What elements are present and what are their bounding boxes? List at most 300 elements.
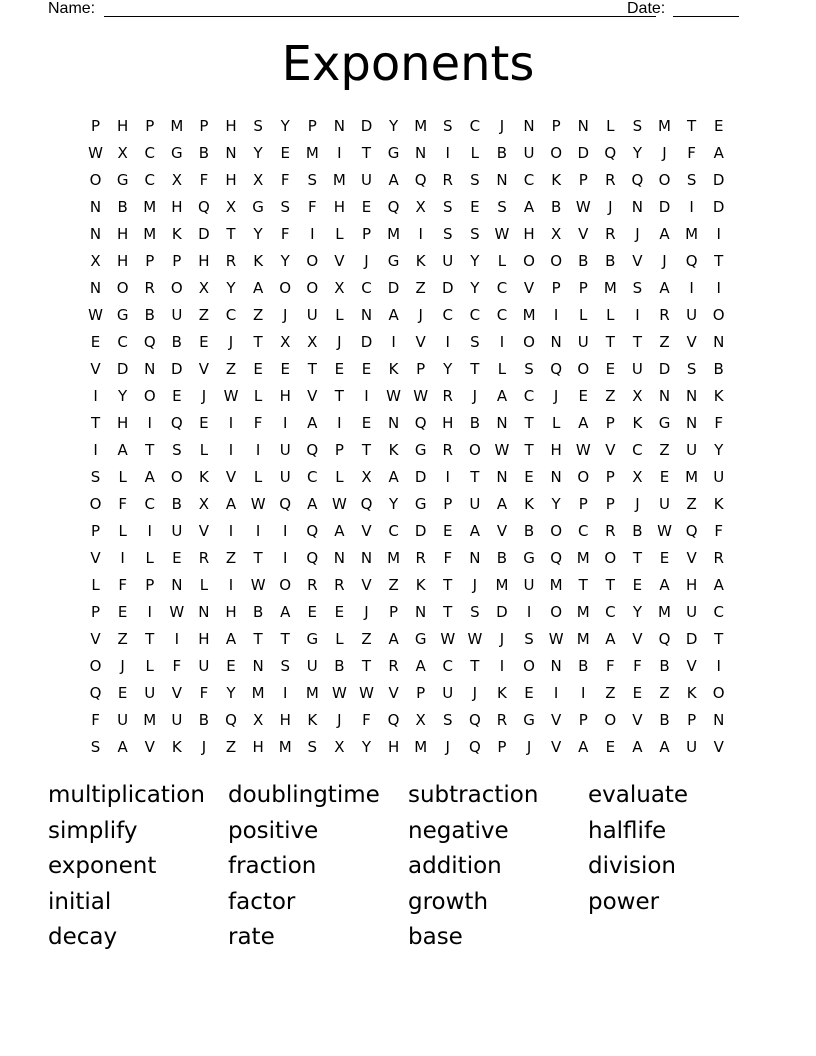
grid-letter[interactable]: I — [445, 143, 450, 162]
grid-letter[interactable]: W — [494, 224, 510, 243]
grid-letter[interactable]: W — [331, 683, 347, 702]
grid-letter[interactable]: Q — [414, 413, 427, 432]
grid-letter[interactable]: D — [441, 278, 454, 297]
grid-letter[interactable]: I — [228, 413, 234, 432]
grid-letter[interactable]: G — [387, 143, 400, 162]
grid-letter[interactable]: I — [526, 602, 532, 621]
grid-letter[interactable]: O — [550, 251, 563, 270]
grid-letter[interactable]: B — [469, 413, 480, 432]
grid-letter[interactable]: G — [171, 143, 183, 162]
grid-letter[interactable]: I — [147, 521, 152, 540]
grid-letter[interactable]: A — [144, 467, 155, 486]
grid-letter[interactable]: R — [496, 710, 508, 729]
grid-letter[interactable]: K — [713, 386, 724, 405]
grid-letter[interactable]: X — [280, 332, 291, 351]
grid-letter[interactable]: C — [523, 170, 535, 189]
grid-letter[interactable]: X — [632, 386, 643, 405]
grid-letter[interactable]: I — [499, 332, 505, 351]
grid-letter[interactable]: U — [686, 440, 698, 459]
grid-letter[interactable]: E — [90, 332, 101, 351]
grid-letter[interactable]: N — [333, 548, 345, 567]
grid-letter[interactable]: Q — [387, 197, 400, 216]
grid-letter[interactable]: Y — [470, 278, 480, 297]
grid-letter[interactable]: I — [553, 305, 559, 324]
grid-letter[interactable]: N — [89, 224, 102, 243]
grid-letter[interactable]: I — [445, 332, 450, 351]
grid-letter[interactable]: S — [470, 332, 480, 351]
grid-letter[interactable]: B — [659, 710, 670, 729]
grid-letter[interactable]: Z — [659, 683, 670, 702]
grid-letter[interactable]: B — [523, 521, 535, 540]
grid-letter[interactable]: J — [201, 737, 207, 756]
grid-letter[interactable]: C — [713, 602, 724, 621]
grid-letter[interactable]: F — [280, 170, 290, 189]
grid-letter[interactable]: F — [280, 224, 290, 243]
grid-letter[interactable]: P — [687, 710, 697, 729]
grid-letter[interactable]: A — [523, 197, 535, 216]
grid-letter[interactable]: N — [89, 278, 102, 297]
grid-letter[interactable]: U — [686, 737, 698, 756]
grid-letter[interactable]: I — [228, 521, 234, 540]
grid-letter[interactable]: K — [199, 467, 209, 486]
grid-letter[interactable]: J — [364, 251, 369, 270]
grid-letter[interactable]: C — [632, 440, 643, 459]
grid-letter[interactable]: A — [713, 143, 724, 162]
grid-letter[interactable]: X — [198, 494, 210, 513]
grid-letter[interactable]: J — [553, 386, 559, 405]
grid-letter[interactable]: Y — [632, 143, 642, 162]
grid-letter[interactable]: G — [414, 494, 427, 513]
grid-letter[interactable]: I — [228, 440, 234, 459]
grid-letter[interactable]: Q — [225, 710, 237, 729]
grid-letter[interactable]: T — [632, 332, 642, 351]
grid-letter[interactable]: G — [306, 629, 319, 648]
grid-letter[interactable]: G — [523, 710, 535, 729]
grid-letter[interactable]: S — [90, 737, 101, 756]
grid-letter[interactable]: D — [360, 116, 373, 135]
grid-letter[interactable]: U — [144, 683, 156, 702]
grid-letter[interactable]: F — [633, 656, 642, 675]
grid-letter[interactable]: X — [198, 278, 210, 297]
grid-letter[interactable]: C — [442, 656, 453, 675]
grid-letter[interactable]: E — [632, 683, 643, 702]
grid-letter[interactable]: F — [606, 656, 615, 675]
grid-letter[interactable]: Z — [659, 440, 670, 459]
grid-letter[interactable]: U — [631, 359, 643, 378]
grid-letter[interactable]: A — [307, 413, 318, 432]
grid-letter[interactable]: E — [334, 602, 345, 621]
grid-letter[interactable]: U — [171, 521, 183, 540]
grid-letter[interactable]: N — [496, 413, 508, 432]
grid-letter[interactable]: Z — [659, 332, 670, 351]
grid-letter[interactable]: P — [91, 521, 101, 540]
grid-letter[interactable]: U — [713, 467, 725, 486]
grid-letter[interactable]: L — [91, 575, 100, 594]
grid-letter[interactable]: J — [499, 629, 505, 648]
grid-letter[interactable]: D — [712, 197, 725, 216]
grid-letter[interactable]: H — [117, 224, 129, 243]
grid-letter[interactable]: W — [467, 629, 483, 648]
grid-letter[interactable]: B — [171, 494, 182, 513]
grid-letter[interactable]: K — [171, 224, 182, 243]
grid-letter[interactable]: I — [147, 413, 152, 432]
grid-letter[interactable]: O — [116, 278, 129, 297]
grid-letter[interactable]: A — [659, 278, 670, 297]
grid-letter[interactable]: Q — [89, 683, 102, 702]
grid-letter[interactable]: A — [252, 278, 264, 297]
grid-letter[interactable]: H — [442, 413, 454, 432]
grid-letter[interactable]: L — [199, 440, 209, 459]
grid-letter[interactable]: J — [418, 305, 423, 324]
grid-letter[interactable]: T — [361, 143, 372, 162]
grid-letter[interactable]: H — [523, 224, 535, 243]
grid-letter[interactable]: C — [523, 386, 535, 405]
grid-letter[interactable]: P — [497, 737, 507, 756]
grid-letter[interactable]: S — [470, 170, 480, 189]
grid-letter[interactable]: H — [387, 737, 400, 756]
grid-letter[interactable]: V — [307, 386, 318, 405]
grid-letter[interactable]: W — [548, 629, 564, 648]
grid-letter[interactable]: Z — [361, 629, 372, 648]
grid-letter[interactable]: Q — [685, 521, 698, 540]
grid-letter[interactable]: F — [118, 575, 127, 594]
grid-letter[interactable]: O — [712, 305, 725, 324]
grid-letter[interactable]: R — [442, 386, 453, 405]
grid-letter[interactable]: P — [416, 683, 426, 702]
grid-letter[interactable]: U — [523, 575, 535, 594]
grid-letter[interactable]: I — [689, 278, 694, 297]
grid-letter[interactable]: S — [280, 197, 290, 216]
grid-letter[interactable]: D — [171, 359, 183, 378]
grid-letter[interactable]: J — [228, 332, 234, 351]
grid-letter[interactable]: L — [145, 548, 154, 567]
grid-letter[interactable]: L — [253, 386, 263, 405]
grid-letter[interactable]: Q — [143, 332, 156, 351]
grid-letter[interactable]: B — [550, 197, 562, 216]
grid-letter[interactable]: J — [472, 575, 478, 594]
grid-letter[interactable]: S — [307, 737, 318, 756]
grid-letter[interactable]: X — [307, 332, 318, 351]
grid-letter[interactable]: X — [90, 251, 101, 270]
grid-letter[interactable]: D — [414, 467, 427, 486]
grid-letter[interactable]: L — [497, 251, 507, 270]
grid-letter[interactable]: U — [360, 170, 372, 189]
grid-letter[interactable]: Q — [468, 710, 481, 729]
grid-letter[interactable]: T — [307, 359, 317, 378]
grid-letter[interactable]: R — [605, 224, 616, 243]
grid-letter[interactable]: K — [686, 683, 697, 702]
grid-letter[interactable]: E — [605, 737, 616, 756]
grid-letter[interactable]: B — [659, 656, 670, 675]
grid-letter[interactable]: L — [118, 467, 127, 486]
grid-letter[interactable]: M — [387, 224, 401, 243]
grid-letter[interactable]: S — [443, 224, 453, 243]
grid-letter[interactable]: U — [279, 440, 291, 459]
grid-letter[interactable]: N — [550, 332, 562, 351]
grid-letter[interactable]: B — [713, 359, 724, 378]
grid-letter[interactable]: F — [714, 521, 724, 540]
grid-letter[interactable]: U — [171, 710, 183, 729]
grid-letter[interactable]: H — [252, 737, 264, 756]
grid-letter[interactable]: T — [253, 629, 263, 648]
grid-letter[interactable]: N — [415, 143, 427, 162]
grid-letter[interactable]: L — [253, 467, 263, 486]
grid-letter[interactable]: R — [713, 548, 724, 567]
grid-letter[interactable]: Z — [686, 494, 697, 513]
grid-letter[interactable]: D — [577, 143, 590, 162]
grid-letter[interactable]: W — [575, 197, 591, 216]
grid-letter[interactable]: A — [388, 629, 399, 648]
grid-letter[interactable]: E — [361, 413, 372, 432]
grid-letter[interactable]: T — [334, 386, 344, 405]
grid-letter[interactable]: A — [496, 494, 508, 513]
grid-letter[interactable]: V — [198, 521, 210, 540]
grid-letter[interactable]: X — [252, 170, 264, 189]
grid-letter[interactable]: H — [225, 170, 237, 189]
grid-letter[interactable]: J — [337, 332, 342, 351]
grid-letter[interactable]: K — [253, 251, 264, 270]
grid-letter[interactable]: O — [523, 332, 535, 351]
grid-letter[interactable]: N — [225, 143, 237, 162]
grid-letter[interactable]: A — [469, 521, 480, 540]
grid-letter[interactable]: M — [522, 305, 536, 324]
grid-letter[interactable]: X — [334, 737, 345, 756]
grid-letter[interactable]: P — [145, 575, 155, 594]
grid-letter[interactable]: N — [550, 467, 562, 486]
grid-letter[interactable]: I — [310, 224, 315, 243]
grid-letter[interactable]: H — [279, 710, 291, 729]
grid-letter[interactable]: I — [418, 224, 423, 243]
grid-letter[interactable]: C — [144, 494, 155, 513]
grid-letter[interactable]: W — [413, 386, 429, 405]
grid-letter[interactable]: F — [91, 710, 100, 729]
grid-letter[interactable]: J — [120, 656, 125, 675]
grid-letter[interactable]: T — [687, 116, 697, 135]
grid-letter[interactable]: C — [442, 305, 453, 324]
grid-letter[interactable]: U — [686, 305, 698, 324]
grid-letter[interactable]: M — [658, 602, 671, 621]
grid-letter[interactable]: M — [576, 548, 590, 567]
grid-letter[interactable]: P — [199, 116, 209, 135]
grid-letter[interactable]: N — [713, 710, 725, 729]
grid-letter[interactable]: W — [386, 386, 401, 405]
grid-letter[interactable]: N — [252, 656, 264, 675]
grid-letter[interactable]: J — [445, 737, 450, 756]
grid-letter[interactable]: P — [416, 359, 426, 378]
grid-letter[interactable]: E — [172, 548, 182, 567]
grid-letter[interactable]: B — [605, 251, 616, 270]
grid-letter[interactable]: Q — [604, 143, 617, 162]
grid-letter[interactable]: P — [578, 494, 588, 513]
grid-letter[interactable]: J — [608, 197, 613, 216]
grid-letter[interactable]: S — [443, 116, 453, 135]
grid-letter[interactable]: R — [198, 548, 210, 567]
grid-letter[interactable]: X — [415, 197, 426, 216]
grid-letter[interactable]: S — [443, 197, 453, 216]
grid-letter[interactable]: J — [662, 143, 667, 162]
grid-letter[interactable]: U — [279, 467, 291, 486]
grid-letter[interactable]: R — [442, 440, 453, 459]
grid-letter[interactable]: Q — [658, 629, 671, 648]
grid-letter[interactable]: O — [89, 170, 102, 189]
grid-letter[interactable]: U — [442, 683, 454, 702]
grid-letter[interactable]: A — [605, 629, 616, 648]
grid-letter[interactable]: U — [686, 602, 698, 621]
grid-letter[interactable]: J — [282, 305, 288, 324]
grid-letter[interactable]: G — [523, 548, 535, 567]
grid-letter[interactable]: D — [116, 359, 129, 378]
grid-letter[interactable]: T — [605, 575, 615, 594]
grid-letter[interactable]: E — [632, 575, 643, 594]
grid-letter[interactable]: R — [334, 575, 345, 594]
grid-letter[interactable]: V — [632, 629, 643, 648]
grid-letter[interactable]: W — [359, 683, 374, 702]
grid-letter[interactable]: I — [282, 521, 288, 540]
grid-letter[interactable]: H — [117, 413, 129, 432]
grid-letter[interactable]: S — [686, 359, 697, 378]
grid-letter[interactable]: D — [658, 197, 671, 216]
grid-letter[interactable]: E — [199, 413, 209, 432]
grid-letter[interactable]: X — [171, 170, 182, 189]
grid-letter[interactable]: E — [334, 359, 345, 378]
grid-letter[interactable]: A — [117, 737, 128, 756]
grid-letter[interactable]: B — [252, 602, 264, 621]
grid-letter[interactable]: E — [226, 656, 236, 675]
grid-letter[interactable]: C — [605, 602, 616, 621]
grid-letter[interactable]: V — [361, 575, 372, 594]
grid-letter[interactable]: U — [198, 656, 210, 675]
grid-letter[interactable]: P — [578, 170, 588, 189]
grid-letter[interactable]: N — [496, 170, 508, 189]
grid-letter[interactable]: T — [524, 440, 534, 459]
grid-letter[interactable]: N — [685, 413, 698, 432]
grid-letter[interactable]: T — [578, 575, 588, 594]
grid-letter[interactable]: E — [443, 521, 453, 540]
grid-letter[interactable]: H — [685, 575, 698, 594]
grid-letter[interactable]: J — [662, 251, 667, 270]
grid-letter[interactable]: T — [145, 629, 155, 648]
grid-letter[interactable]: A — [659, 224, 670, 243]
grid-letter[interactable]: Q — [414, 170, 427, 189]
grid-letter[interactable]: H — [550, 440, 562, 459]
grid-letter[interactable]: B — [632, 521, 643, 540]
grid-letter[interactable]: G — [414, 629, 427, 648]
grid-letter[interactable]: M — [305, 683, 319, 702]
grid-letter[interactable]: J — [472, 386, 478, 405]
grid-letter[interactable]: K — [307, 710, 318, 729]
grid-letter[interactable]: V — [388, 683, 399, 702]
grid-letter[interactable]: J — [337, 710, 342, 729]
grid-letter[interactable]: X — [551, 224, 562, 243]
grid-letter[interactable]: V — [171, 683, 182, 702]
grid-letter[interactable]: O — [279, 278, 292, 297]
grid-letter[interactable]: P — [605, 467, 615, 486]
grid-letter[interactable]: L — [335, 224, 344, 243]
grid-letter[interactable]: Z — [388, 575, 399, 594]
grid-letter[interactable]: I — [689, 197, 694, 216]
grid-letter[interactable]: Y — [253, 224, 263, 243]
grid-letter[interactable]: O — [306, 251, 319, 270]
grid-letter[interactable]: I — [282, 413, 288, 432]
grid-letter[interactable]: E — [280, 143, 290, 162]
grid-letter[interactable]: Z — [225, 737, 237, 756]
grid-letter[interactable]: B — [198, 143, 210, 162]
grid-letter[interactable]: U — [577, 332, 589, 351]
grid-letter[interactable]: A — [388, 305, 399, 324]
grid-letter[interactable]: N — [360, 305, 373, 324]
grid-letter[interactable]: L — [335, 305, 344, 324]
grid-letter[interactable]: Y — [388, 494, 399, 513]
grid-letter[interactable]: O — [550, 602, 563, 621]
grid-letter[interactable]: H — [198, 251, 210, 270]
grid-letter[interactable]: O — [170, 278, 183, 297]
grid-letter[interactable]: I — [364, 386, 369, 405]
grid-letter[interactable]: K — [713, 494, 724, 513]
grid-letter[interactable]: P — [551, 116, 561, 135]
grid-letter[interactable]: X — [361, 467, 372, 486]
grid-letter[interactable]: E — [280, 359, 290, 378]
grid-letter[interactable]: V — [686, 332, 697, 351]
grid-letter[interactable]: M — [251, 683, 265, 702]
grid-letter[interactable]: C — [225, 305, 237, 324]
grid-letter[interactable]: P — [578, 278, 588, 297]
grid-letter[interactable]: B — [334, 656, 345, 675]
grid-letter[interactable]: V — [632, 710, 643, 729]
grid-letter[interactable]: W — [575, 440, 591, 459]
grid-letter[interactable]: P — [91, 602, 101, 621]
grid-letter[interactable]: W — [440, 629, 456, 648]
grid-letter[interactable]: E — [199, 332, 209, 351]
grid-letter[interactable]: S — [307, 170, 318, 189]
grid-letter[interactable]: T — [253, 548, 263, 567]
grid-letter[interactable]: O — [523, 656, 535, 675]
grid-letter[interactable]: M — [658, 116, 671, 135]
grid-letter[interactable]: S — [280, 656, 290, 675]
grid-letter[interactable]: I — [716, 278, 721, 297]
grid-letter[interactable]: A — [578, 737, 589, 756]
grid-letter[interactable]: J — [364, 602, 369, 621]
grid-letter[interactable]: O — [143, 386, 156, 405]
grid-letter[interactable]: L — [145, 656, 154, 675]
grid-letter[interactable]: U — [306, 305, 318, 324]
grid-letter[interactable]: F — [118, 494, 127, 513]
grid-letter[interactable]: M — [414, 116, 428, 135]
grid-letter[interactable]: T — [443, 602, 453, 621]
grid-letter[interactable]: F — [199, 683, 209, 702]
grid-letter[interactable]: A — [659, 737, 670, 756]
grid-letter[interactable]: E — [713, 116, 724, 135]
grid-letter[interactable]: F — [362, 710, 371, 729]
grid-letter[interactable]: Q — [685, 251, 698, 270]
grid-letter[interactable]: T — [605, 332, 615, 351]
grid-letter[interactable]: T — [470, 359, 480, 378]
grid-letter[interactable]: S — [470, 224, 480, 243]
grid-letter[interactable]: M — [143, 224, 157, 243]
grid-letter[interactable]: J — [472, 683, 478, 702]
grid-letter[interactable]: Y — [118, 386, 128, 405]
grid-letter[interactable]: O — [468, 440, 481, 459]
grid-letter[interactable]: V — [523, 278, 535, 297]
grid-letter[interactable]: E — [470, 197, 480, 216]
grid-letter[interactable]: N — [415, 602, 427, 621]
grid-letter[interactable]: W — [88, 305, 103, 324]
grid-letter[interactable]: Z — [225, 359, 237, 378]
grid-letter[interactable]: I — [581, 683, 586, 702]
grid-letter[interactable]: X — [632, 467, 643, 486]
grid-letter[interactable]: Y — [361, 737, 372, 756]
grid-letter[interactable]: U — [659, 494, 670, 513]
grid-letter[interactable]: O — [279, 575, 292, 594]
